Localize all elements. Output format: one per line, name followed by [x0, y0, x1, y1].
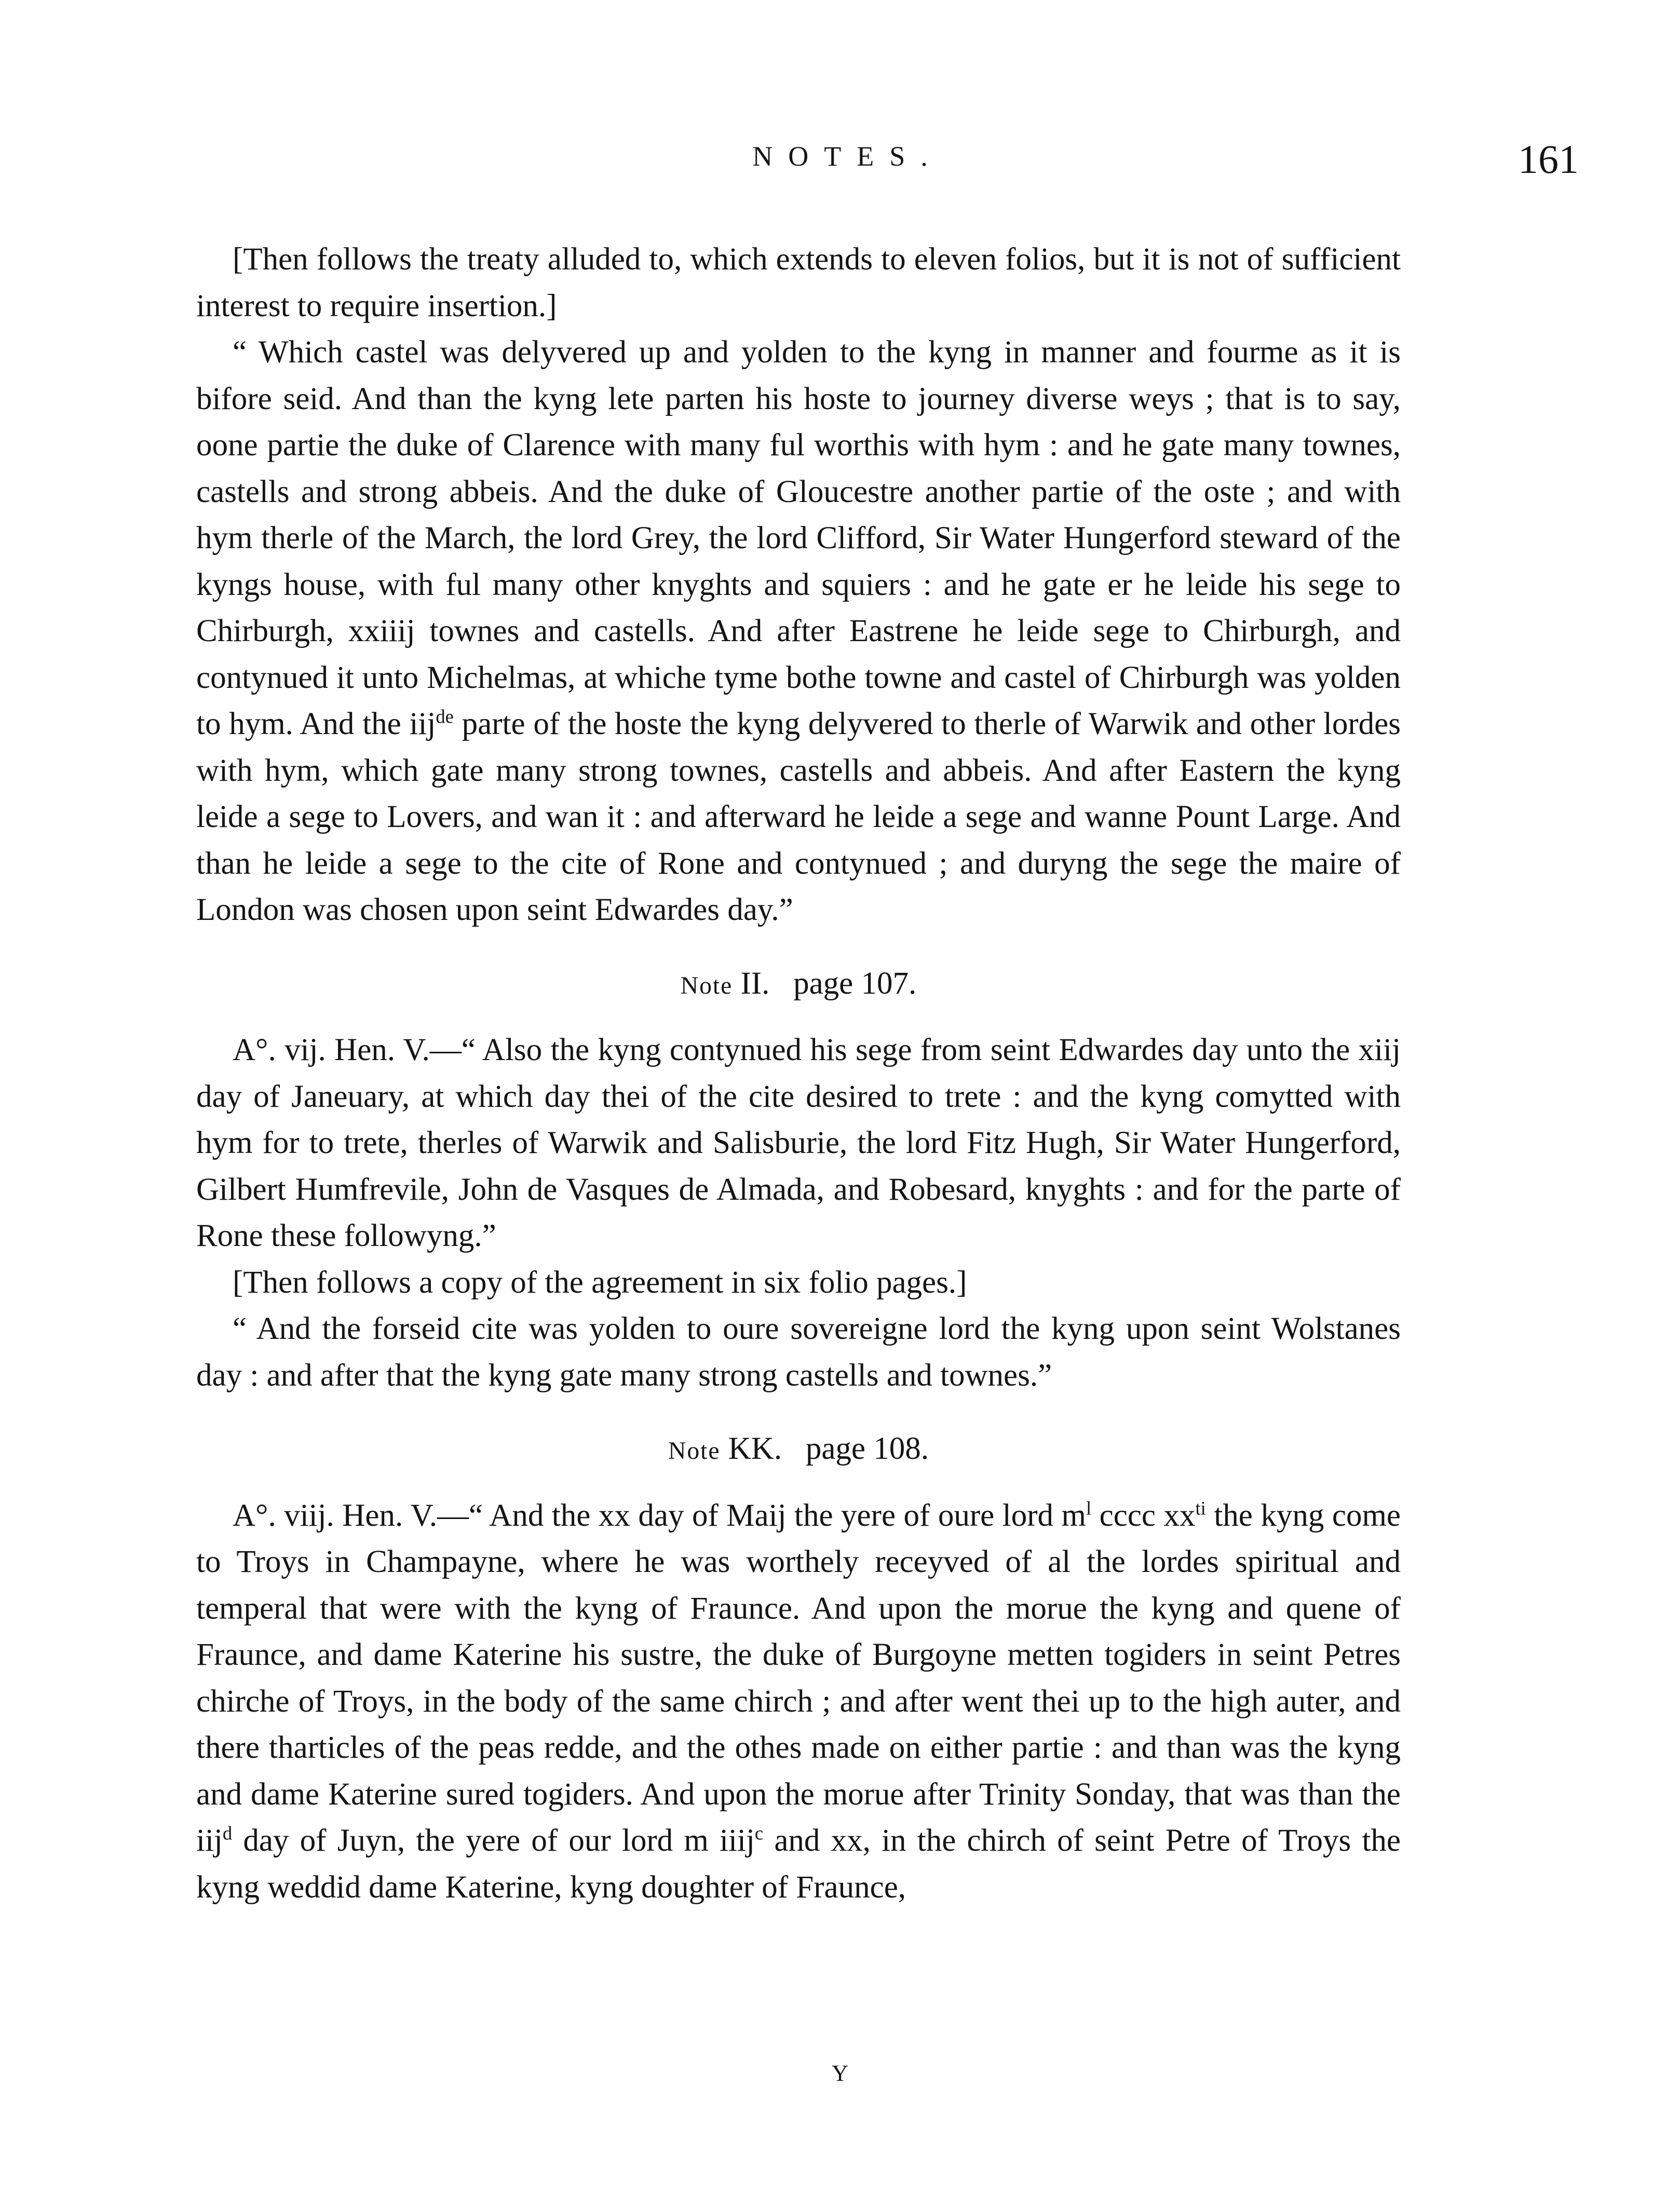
page-number: 161 — [1518, 137, 1579, 182]
superscript-c: c — [754, 1822, 764, 1844]
paragraph-castel-quote — [196, 329, 1401, 933]
superscript-ti: ti — [1195, 1497, 1206, 1519]
note-ii-page: page 107. — [793, 966, 917, 1001]
superscript-d: d — [222, 1822, 233, 1844]
kk-text-d: day of Juyn, the yere of our lord m iiij — [232, 1823, 755, 1858]
note-ii-paragraph-3: “ And the forseid cite was yolden to oure sovereigne lord the kyng upon seint Wolstanes day : and after that the kyng gate many strong castells and townes.” — [196, 1311, 1401, 1393]
kk-text-b: cccc xx — [1091, 1498, 1196, 1533]
note-ii-paragraph-2: [Then follows a copy of the agreement in six folio pages.] — [233, 1265, 967, 1300]
note-ii-id: II. — [740, 966, 770, 1001]
quote-part-a: “ Which castel was delyvered up and yolden to the kyng in manner and fourme as it is bifore seid. And than the kyng lete parten his hoste to journey diverse weys ; that is to say, oone partie the duke of Clarence with many ful worthis with hym : and he gate many townes, castells and strong abbeis. And the duke of Gloucestre another partie of the oste ; and with hym therle of the March, the lord Grey, the lord Clifford, Sir Water Hungerford steward of the kyngs house, with ful many other knyghts and squiers : and he gate er he leide his sege to Chirburgh, xxiiij townes and castells. And after Eastrene he leide sege to Chirburgh, and contynued it unto Michelmas, at whiche tyme bothe towne and castel of Chirburgh was yolden to hym. And the iij — [196, 335, 1401, 741]
body-text — [196, 236, 1401, 1910]
running-head: NOTES. — [752, 141, 943, 172]
note-kk-id: KK. — [728, 1431, 782, 1466]
signature-mark: Y — [832, 2060, 848, 2086]
note-kk-paragraph-1 — [196, 1493, 1401, 1911]
quote-part-b: parte of the hoste the kyng delyvered to therle of Warwik and other lordes with hym, which gate many strong townes, castells and abbeis. And after Eastern the kyng leide a sege to Lovers, and wan it : and afterward he leide a sege and wanne Pount Large. And than he leide a sege to the cite of Rone and contynued ; and duryng the sege the maire of London was chosen upon seint Edwardes day.” — [196, 707, 1401, 927]
superscript-l: l — [1086, 1497, 1092, 1519]
note-kk-label: Note — [668, 1437, 721, 1464]
note-ii-paragraph-1: A°. vij. Hen. V.—“ Also the kyng contynued his sege from seint Edwardes day unto the xiij day of Janeuary, at which day thei of the cite desired to trete : and the kyng comytted with hym for to trete, therles of Warwik and Salisburie, the lord Fitz Hugh, Sir Water Hungerford, Gilbert Humfrevile, John de Vasques de Almada, and Robesard, knyghts : and for the parte of Rone these followyng.” — [196, 1033, 1401, 1253]
kk-text-a: A°. viij. Hen. V.—“ And the xx day of Maij the yere of oure lord m — [233, 1498, 1086, 1533]
kk-text-c: the kyng come to Troys in Champayne, where he was worthely receyved of al the lordes spiritual and temperal that were with the kyng of Fraunce. And upon the morue the kyng and quene of Fraunce, and dame Katerine his sustre, the duke of Burgoyne metten togiders in seint Petres chirche of Troys, in the body of the same chirch ; and after went thei up to the high auter, and there tharticles of the peas redde, and the othes made on either partie : and than was the kyng and dame Katerine sured togiders. And upon the morue after Trinity Sonday, that was than the iij — [196, 1498, 1401, 1858]
note-kk-heading — [196, 1426, 1401, 1475]
superscript-de: de — [436, 706, 454, 727]
paragraph-treaty-note: [Then follows the treaty alluded to, which extends to eleven folios, but it is not of sufficient interest to require insertion.] — [196, 242, 1401, 323]
kk-text-e: and xx, in the chirch of seint Petre of Troys the kyng weddid dame Katerine, kyng doughter of Fraunce, — [196, 1823, 1401, 1905]
note-ii-heading — [196, 960, 1401, 1010]
note-kk-page: page 108. — [805, 1431, 929, 1466]
note-ii-label: Note — [680, 972, 733, 999]
